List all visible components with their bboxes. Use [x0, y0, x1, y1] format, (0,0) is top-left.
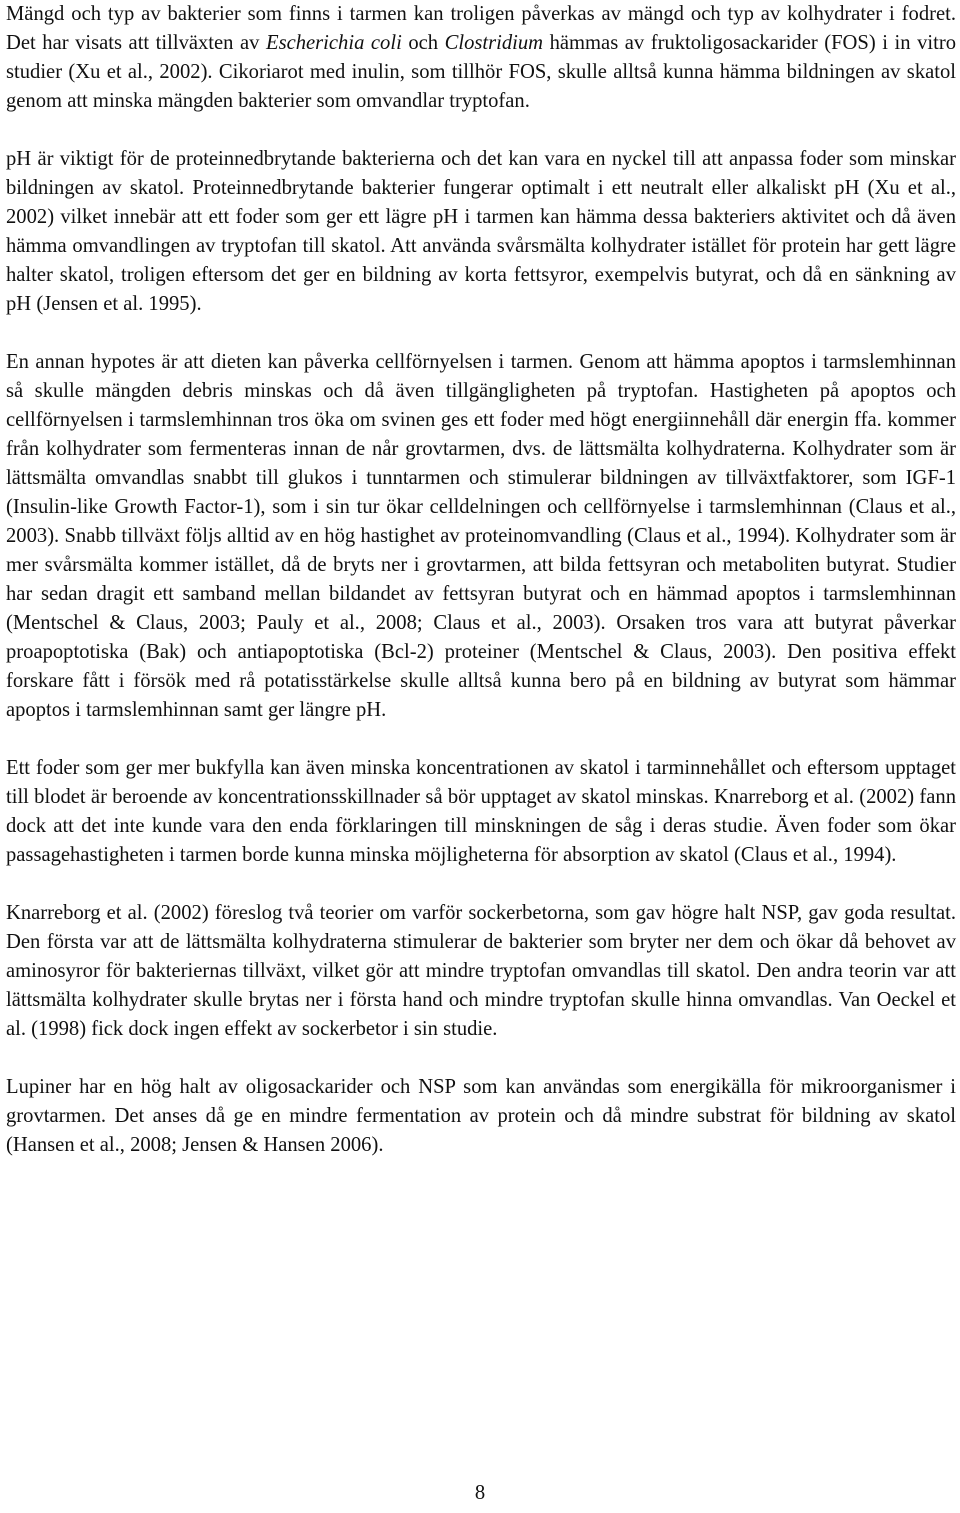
- paragraph-lupins: [6, 1073, 956, 1160]
- page-number: 8: [474, 1482, 486, 1504]
- text-segment: pH är viktigt för de proteinnedbrytande bakterierna och det kan vara en nyckel till att anpassa foder som minskar bildningen av skatol. Proteinnedbrytande bakterier fungerar optimalt i ett neutralt eller alkaliskt pH (Xu et al., 2002) vilket innebär att ett foder som ger ett lägre pH i tarmen kan hämma dessa bakteriers aktivitet och då även hämma omvandlingen av tryptofan till skatol. Att använda svårsmälta kolhydrater istället för protein har gett lägre halter skatol, troligen eftersom det ger en bildning av korta fettsyror, exempelvis butyrat, och då en sänkning av pH (Jensen et al. 1995).: [6, 148, 956, 315]
- text-segment: och: [401, 32, 445, 54]
- document-page: [6, 0, 956, 1189]
- paragraph-cell-renewal: [6, 348, 956, 725]
- text-segment: Knarreborg et al. (2002) föreslog två teorier om varför sockerbetorna, som gav högre halt NSP, gav goda resultat. Den första var att de lättsmälta kolhydraterna stimulerar de bakterier som bryter ner dem och ökar då behovet av aminosyror för bakteriernas tillväxt, vilket gör att mindre tryptofan omvandlas till skatol. Den andra teorin var att lättsmälta kolhydrater skulle brytas ner i första hand och mindre tryptofan skulle hinna omvandlas. Van Oeckel et al. (1998) fick dock ingen effekt av sockerbetor i sin studie.: [6, 902, 956, 1040]
- text-segment: Mängd och typ av bakterier som finns i tarmen kan troligen påverkas av mängd och typ av kolhydrater i fodret. Det har visats att tillväxten av: [6, 3, 956, 54]
- text-segment: En annan hypotes är att dieten kan påverka cellförnyelsen i tarmen. Genom att hämma apoptos i tarmslemhinnan så skulle mängden debris minskas och då även tillgängligheten på tryptofan. Hastigheten på apoptos och cellförnyelsen i tarmslemhinnan tros öka om svinen ges ett foder med högt energiinnehåll där energin ffa. kommer från kolhydrater som fermenteras innan de når grovtarmen, dvs. de lättsmälta kolhydraterna. Kolhydrater som är lättsmälta omvandlas snabbt till glukos i tunntarmen och stimulerar bildningen av tillväxtfaktorer, som IGF-1 (Insulin-like Growth Factor-1), som i sin tur ökar celldelningen och cellförnyelse i tarmslemhinnan (Claus et al., 2003). Snabb tillväxt följs alltid av en hög hastighet av proteinomvandling (Claus et al., 1994). Kolhydrater som är mer svårsmälta kommer istället, då de bryts ner i grovtarmen, att bilda fettsyran och metaboliten butyrat. Studier har sedan dragit ett samband mellan bildandet av fettsyran butyrat och en hämmad apoptos i tarmslemhinnan (Mentschel & Claus, 2003; Pauly et al., 2008; Claus et al., 2003). Orsaken tros vara att butyrat påverkar proapoptotiska (Bak) och antiapoptotiska (Bcl-2) proteiner (Mentschel & Claus, 2003). Den positiva effekt forskare fått i försök med rå potatisstärkelse skulle alltså kunna bero på en bildning av butyrat som hämmar apoptos i tarmslemhinnan samt ger längre pH.: [6, 351, 956, 721]
- text-segment-italic: Clostridium: [444, 32, 544, 54]
- text-segment-italic: Escherichia coli: [266, 32, 402, 54]
- text-segment: Ett foder som ger mer bukfylla kan även minska koncentrationen av skatol i tarminnehållet och eftersom upptaget till blodet är beroende av koncentrationsskillnader så bör upptaget av skatol minskas. Knarreborg et al. (2002) fann dock att det inte kunde vara den enda förklaringen till minskningen de såg i deras studie. Även foder som ökar passagehastigheten i tarmen borde kunna minska möjligheterna för absorption av skatol (Claus et al., 1994).: [6, 757, 956, 866]
- text-segment: hämmas av fruktoligosackarider (FOS) i in vitro studier (Xu et al., 2002). Cikoriarot med inulin, som tillhör FOS, skulle alltså kunna hämma bildningen av skatol genom att minska mängden bakterier som omvandlar tryptofan.: [6, 32, 957, 112]
- text-segment: Lupiner har en hög halt av oligosackarider och NSP som kan användas som energikälla för mikroorganismer i grovtarmen. Det anses då ge en mindre fermentation av protein och då mindre substrat för bildning av skatol (Hansen et al., 2008; Jensen & Hansen 2006).: [6, 1076, 956, 1156]
- paragraph-bulk-fill: [6, 754, 956, 870]
- paragraph-bacteria-carbohydrates: [6, 0, 956, 116]
- paragraph-ph: [6, 145, 956, 319]
- paragraph-sugar-beets: [6, 899, 956, 1044]
